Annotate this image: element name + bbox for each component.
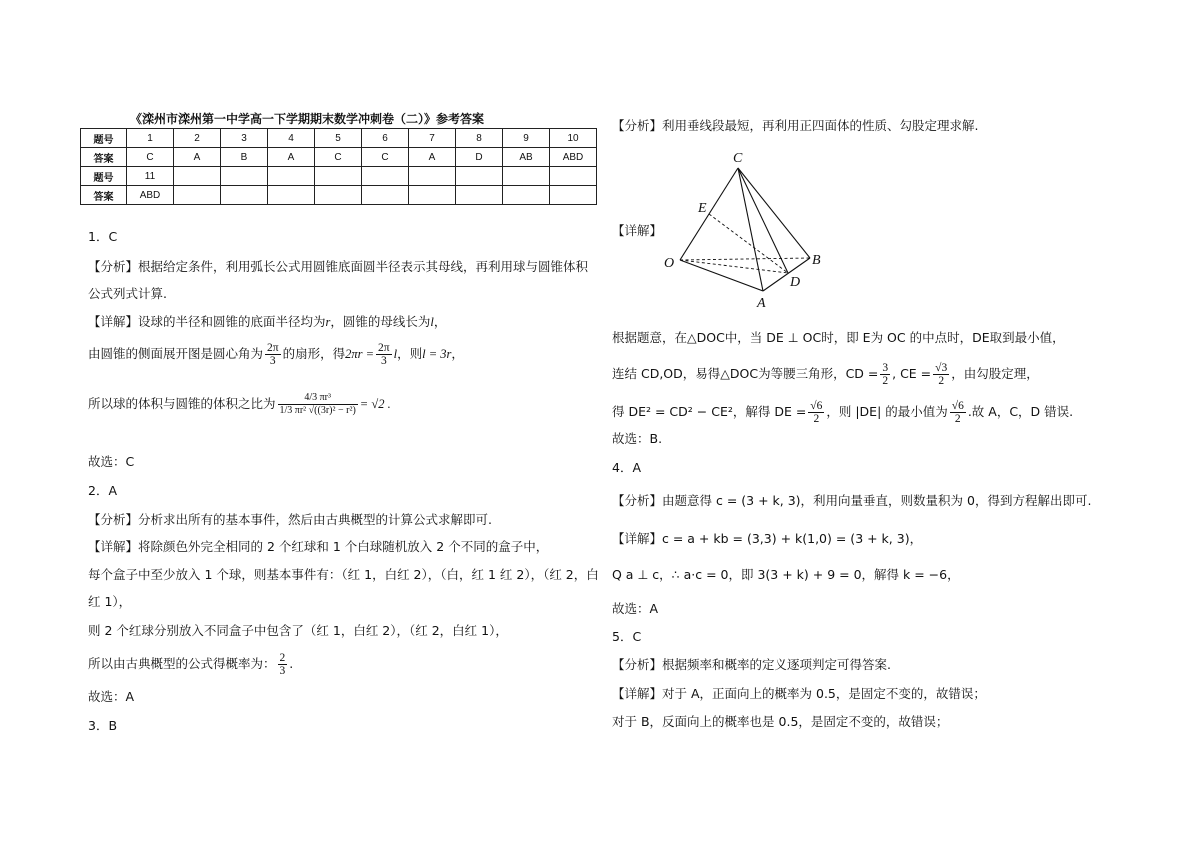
edge-ob-dashed (680, 258, 810, 260)
q3-detail-line2 (612, 362, 1039, 387)
q1-var-l: l (430, 315, 434, 329)
fraction (933, 362, 949, 387)
table-cell: 11 (127, 167, 174, 186)
q2-analysis: 【分析】分析求出所有的基本事件，然后由古典概型的计算公式求解即可. (88, 512, 492, 527)
label-d: D (790, 275, 801, 290)
q2-detail-line2: 每个盒子中至少放入 1 个球，则基本事件有：（红 1，白红 2），（白，红 1 红 2），（红 2，白 (88, 567, 599, 582)
q1-text: 的扇形，得 (282, 346, 346, 361)
label-e: E (698, 201, 707, 216)
table-cell: A (268, 148, 315, 167)
q1-detail-text: ，圆锥的母线长为 (330, 314, 431, 329)
fraction-denominator: 2 (938, 375, 945, 387)
fraction-numerator: 4/3 πr³ (278, 392, 358, 405)
table-cell (456, 186, 503, 205)
q1-heading: 1．C (88, 229, 118, 244)
table-cell (221, 186, 268, 205)
q1-formula: l (393, 347, 398, 361)
q3-text: ，由勾股定理， (951, 366, 1039, 381)
fraction-numerator: 2π (267, 342, 279, 354)
q5-heading: 5．C (612, 629, 642, 644)
table-cell: ABD (127, 186, 174, 205)
volume-ratio-fraction (278, 392, 358, 417)
table-row (81, 129, 597, 148)
fraction-numerator: 2 (279, 652, 286, 664)
q1-result: = √2 . (359, 397, 391, 411)
table-row (81, 148, 597, 167)
table-cell: 1 (127, 129, 174, 148)
q1-detail-line3 (88, 392, 391, 417)
q2-heading: 2．A (88, 483, 118, 498)
q3-detail-line3 (612, 400, 1073, 425)
table-cell (174, 186, 221, 205)
q2-text: 所以由古典概型的公式得概率为： (88, 656, 276, 671)
q3-text: 连结 CD,OD，易得△DOC为等腰三角形，CD = (612, 366, 879, 381)
label-b: B (812, 253, 821, 268)
q2-text: . (289, 656, 294, 671)
fraction (265, 342, 281, 367)
q1-text: ，则 (397, 346, 423, 361)
table-cell: AB (503, 148, 550, 167)
fraction-denominator: 3 (279, 665, 286, 677)
q3-text: 得 DE² = CD² − CE²，解得 DE = (612, 404, 807, 419)
q2-detail-line1: 【详解】将除颜色外完全相同的 2 个红球和 1 个白球随机放入 2 个不同的盒子中， (88, 539, 549, 554)
q3-text: ，则 |DE| 的最小值为 (826, 404, 948, 419)
q3-detail-label: 【详解】 (612, 223, 663, 238)
table-header-cell: 题号 (81, 167, 127, 186)
q4-detail-line2: Q a ⊥ c，∴ a·c = 0，即 3(3 + k) + 9 = 0，解得 k = −6， (612, 567, 960, 582)
table-cell: C (315, 148, 362, 167)
table-cell: A (174, 148, 221, 167)
q3-detail-line1: 根据题意，在△DOC中，当 DE ⊥ OC时，即 E为 OC 的中点时，DE取到最小值， (612, 330, 1065, 345)
table-cell: A (409, 148, 456, 167)
q4-heading: 4．A (612, 460, 642, 475)
table-cell: 4 (268, 129, 315, 148)
table-cell (268, 186, 315, 205)
q1-text: 所以球的体积与圆锥的体积之比为 (88, 396, 276, 411)
fraction-denominator: 2 (813, 413, 820, 425)
table-cell: D (456, 148, 503, 167)
table-cell: C (362, 148, 409, 167)
table-row (81, 167, 597, 186)
table-cell: 9 (503, 129, 550, 148)
table-row (81, 186, 597, 205)
table-cell (174, 167, 221, 186)
q3-heading: 3．B (88, 718, 118, 733)
q3-text: , CE = (892, 366, 932, 381)
q5-analysis: 【分析】根据频率和概率的定义逐项判定可得答案. (612, 657, 891, 672)
q2-detail-line4: 则 2 个红球分别放入不同盒子中包含了（红 1，白红 2），（红 2，白红 1）， (88, 623, 508, 638)
fraction (880, 362, 890, 387)
q2-detail-line3: 红 1）， (88, 594, 132, 609)
q1-detail-text: 【详解】设球的半径和圆锥的底面半径均为 (88, 314, 326, 329)
fraction (808, 400, 824, 425)
table-cell: 6 (362, 129, 409, 148)
q1-answer: 故选：C (88, 454, 135, 469)
table-cell (503, 186, 550, 205)
fraction-denominator: 3 (380, 355, 387, 367)
label-a: A (757, 296, 766, 311)
q5-detail-line1: 【详解】对于 A，正面向上的概率为 0.5，是固定不变的，故错误； (612, 686, 986, 701)
edge-ab (763, 258, 810, 291)
table-cell: 3 (221, 129, 268, 148)
label-o: O (664, 256, 675, 271)
table-cell (550, 186, 597, 205)
table-cell: 8 (456, 129, 503, 148)
table-cell (409, 186, 456, 205)
fraction-denominator: 2 (954, 413, 961, 425)
q4-detail-line1: 【详解】c = a + kb = (3,3) + k(1,0) = (3 + k, 3)， (612, 531, 923, 546)
fraction (376, 342, 392, 367)
table-cell (550, 167, 597, 186)
q3-analysis: 【分析】利用垂线段最短，再利用正四面体的性质、勾股定理求解. (612, 118, 979, 133)
table-cell (268, 167, 315, 186)
q2-answer: 故选：A (88, 689, 135, 704)
q1-detail-text: ， (433, 314, 447, 329)
fraction (950, 400, 966, 425)
q1-analysis: 【分析】根据给定条件，利用弧长公式用圆锥底面圆半径表示其母线，再利用球与圆锥体积 (88, 259, 589, 274)
table-cell: ABD (550, 148, 597, 167)
q3-text: .故 A，C，D 错误. (967, 404, 1074, 419)
fraction (278, 652, 288, 677)
segment-de-dashed (709, 214, 788, 273)
table-cell: 5 (315, 129, 362, 148)
table-cell (409, 167, 456, 186)
table-cell (221, 167, 268, 186)
table-cell: C (127, 148, 174, 167)
table-cell (503, 167, 550, 186)
table-cell (315, 186, 362, 205)
q3-answer: 故选：B. (612, 431, 663, 446)
q4-analysis: 【分析】由题意得 c = (3 + k, 3)，利用向量垂直，则数量积为 0，得到方程解出即可. (612, 493, 1092, 508)
table-cell (315, 167, 362, 186)
fraction-numerator: √6 (951, 400, 964, 412)
table-cell: 10 (550, 129, 597, 148)
q1-formula: l = 3r (422, 347, 452, 361)
table-cell (362, 186, 409, 205)
fraction-numerator: 2π (378, 342, 390, 354)
table-header-cell: 答案 (81, 186, 127, 205)
q1-detail-line2 (88, 342, 464, 367)
table-cell: 2 (174, 129, 221, 148)
fraction-denominator: 1/3 πr² √((3r)² − r²) (279, 405, 356, 416)
fraction-numerator: √3 (935, 362, 948, 374)
fraction-numerator: 3 (882, 362, 889, 374)
table-cell (456, 167, 503, 186)
table-header-cell: 题号 (81, 129, 127, 148)
q1-formula: 2πr = (345, 347, 375, 361)
table-cell: B (221, 148, 268, 167)
q5-detail-line2: 对于 B，反面向上的概率也是 0.5，是固定不变的，故错误； (612, 714, 949, 729)
fraction-denominator: 3 (269, 355, 276, 367)
fraction-denominator: 2 (882, 375, 889, 387)
q1-analysis-cont: 公式列式计算. (88, 286, 167, 301)
answer-table (80, 128, 597, 205)
edge-ca (738, 168, 763, 291)
q1-text: ， (451, 346, 464, 361)
page-title: 《滦州市滦州第一中学高一下学期期末数学冲刺卷（二）》参考答案 (130, 112, 485, 126)
table-cell: 7 (409, 129, 456, 148)
q2-detail-line5 (88, 652, 293, 677)
table-header-cell: 答案 (81, 148, 127, 167)
fraction-numerator: √6 (810, 400, 823, 412)
q4-answer: 故选：A (612, 601, 659, 616)
table-cell (362, 167, 409, 186)
q1-text: 由圆锥的侧面展开图是圆心角为 (88, 346, 264, 361)
q1-var-r: r (325, 315, 331, 329)
edge-oa (680, 260, 763, 291)
tetrahedron-figure (660, 148, 830, 313)
label-c: C (733, 151, 743, 166)
q1-detail-line1 (88, 313, 446, 331)
